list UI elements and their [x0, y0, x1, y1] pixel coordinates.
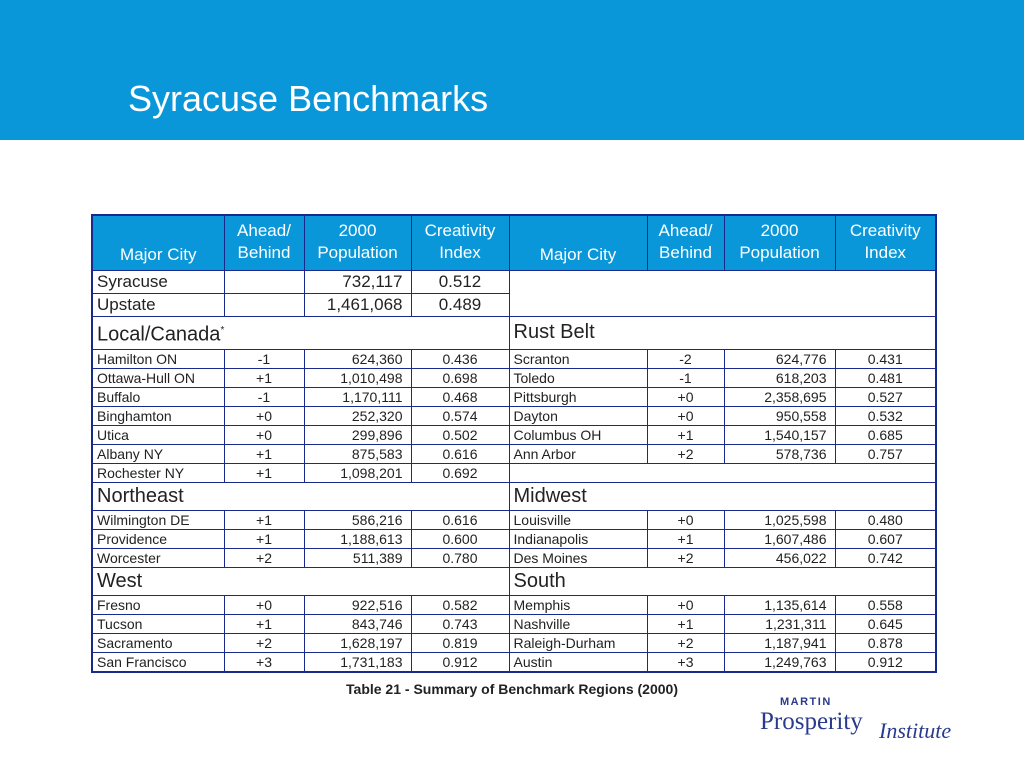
cell-ahead: +2: [647, 633, 724, 652]
cell-city: Nashville: [509, 614, 647, 633]
empty-cell: [509, 271, 936, 317]
block-northeast-midwest: [92, 510, 936, 567]
table-row: [92, 614, 936, 633]
footnote-marker: *: [220, 325, 225, 336]
cell-ahead: -1: [224, 387, 304, 406]
cell-population: 1,188,613: [304, 529, 411, 548]
cell-ahead: -2: [647, 349, 724, 368]
cell-ahead: +1: [647, 614, 724, 633]
section-label-west: West: [92, 567, 509, 595]
cell-city: Scranton: [509, 349, 647, 368]
cell-population: 252,320: [304, 406, 411, 425]
cell-creativity: 0.819: [411, 633, 509, 652]
cell-city: Memphis: [509, 595, 647, 614]
cell-creativity: 0.743: [411, 614, 509, 633]
cell-population: 1,628,197: [304, 633, 411, 652]
cell-city: Columbus OH: [509, 425, 647, 444]
cell-creativity: 0.574: [411, 406, 509, 425]
cell-creativity: 0.698: [411, 368, 509, 387]
col-header-ahead-behind: Ahead/ Behind: [224, 215, 304, 271]
cell-ahead: +2: [224, 633, 304, 652]
cell-ahead: [224, 271, 304, 294]
table-row: [92, 595, 936, 614]
cell-city: Pittsburgh: [509, 387, 647, 406]
section-row: [92, 567, 936, 595]
cell-creativity: 0.878: [835, 633, 936, 652]
cell-ahead: +0: [224, 425, 304, 444]
cell-city: Hamilton ON: [92, 349, 224, 368]
cell-population: 456,022: [724, 548, 835, 567]
cell-creativity: 0.512: [411, 271, 509, 294]
cell-city: Tucson: [92, 614, 224, 633]
cell-ahead: +1: [224, 368, 304, 387]
cell-creativity: 0.600: [411, 529, 509, 548]
cell-creativity: 0.480: [835, 510, 936, 529]
cell-city: Wilmington DE: [92, 510, 224, 529]
cell-population: 586,216: [304, 510, 411, 529]
cell-creativity: 0.742: [835, 548, 936, 567]
section-label-midwest: Midwest: [509, 482, 936, 510]
cell-ahead: +0: [647, 387, 724, 406]
cell-ahead: +0: [647, 510, 724, 529]
cell-ahead: -1: [224, 349, 304, 368]
cell-creativity: 0.616: [411, 510, 509, 529]
cell-city: Ann Arbor: [509, 444, 647, 463]
cell-ahead: +1: [647, 529, 724, 548]
cell-population: 950,558: [724, 406, 835, 425]
cell-population: 2,358,695: [724, 387, 835, 406]
cell-creativity: 0.489: [411, 294, 509, 317]
section-label-local-canada: Local/Canada*: [92, 317, 509, 350]
cell-creativity: 0.502: [411, 425, 509, 444]
block-local-rust: [92, 349, 936, 482]
cell-city: Binghamton: [92, 406, 224, 425]
cell-ahead: +3: [647, 652, 724, 672]
cell-creativity: 0.436: [411, 349, 509, 368]
cell-ahead: +1: [224, 444, 304, 463]
cell-city: Syracuse: [92, 271, 224, 294]
cell-city: Austin: [509, 652, 647, 672]
cell-city: Ottawa-Hull ON: [92, 368, 224, 387]
cell-city: Albany NY: [92, 444, 224, 463]
cell-population: 624,776: [724, 349, 835, 368]
cell-creativity: 0.582: [411, 595, 509, 614]
benchmark-table: [91, 214, 937, 673]
cell-creativity: 0.431: [835, 349, 936, 368]
table-caption: Table 21 - Summary of Benchmark Regions (2000): [346, 681, 678, 697]
table-row: [92, 510, 936, 529]
cell-city: Buffalo: [92, 387, 224, 406]
table-row: [92, 652, 936, 672]
col-header-creativity-index: Creativity Index: [411, 215, 509, 271]
cell-population: 1,098,201: [304, 463, 411, 482]
cell-city: Louisville: [509, 510, 647, 529]
col-header-ahead-behind: Ahead/ Behind: [647, 215, 724, 271]
col-header-population: 2000 Population: [724, 215, 835, 271]
cell-creativity: 0.757: [835, 444, 936, 463]
cell-city: Indianapolis: [509, 529, 647, 548]
cell-ahead: +2: [224, 548, 304, 567]
cell-creativity: 0.912: [835, 652, 936, 672]
cell-population: 1,135,614: [724, 595, 835, 614]
cell-creativity: 0.607: [835, 529, 936, 548]
cell-creativity: 0.780: [411, 548, 509, 567]
table-row-syracuse: [92, 271, 936, 294]
cell-city: San Francisco: [92, 652, 224, 672]
cell-ahead: +0: [647, 595, 724, 614]
cell-city: Upstate: [92, 294, 224, 317]
cell-population: 299,896: [304, 425, 411, 444]
col-header-major-city: Major City: [92, 215, 224, 271]
cell-population: 1,187,941: [724, 633, 835, 652]
cell-city: Rochester NY: [92, 463, 224, 482]
cell-city: Raleigh-Durham: [509, 633, 647, 652]
cell-population: 1,010,498: [304, 368, 411, 387]
cell-population: 511,389: [304, 548, 411, 567]
section-label-northeast: Northeast: [92, 482, 509, 510]
table-row: [92, 444, 936, 463]
cell-population: 618,203: [724, 368, 835, 387]
martin-prosperity-logo: [760, 696, 990, 746]
cell-population: 578,736: [724, 444, 835, 463]
logo-martin-text: MARTIN: [780, 696, 832, 708]
cell-ahead: [224, 294, 304, 317]
cell-population: 843,746: [304, 614, 411, 633]
cell-population: 1,540,157: [724, 425, 835, 444]
cell-ahead: +0: [647, 406, 724, 425]
table-row: [92, 368, 936, 387]
cell-ahead: +0: [224, 406, 304, 425]
table-row: [92, 548, 936, 567]
section-label-rust-belt: Rust Belt: [509, 317, 936, 350]
table-row: [92, 349, 936, 368]
cell-population: 1,731,183: [304, 652, 411, 672]
table-row: [92, 425, 936, 444]
cell-creativity: 0.532: [835, 406, 936, 425]
section-label-south: South: [509, 567, 936, 595]
cell-ahead: +1: [647, 425, 724, 444]
cell-population: 1,461,068: [304, 294, 411, 317]
table-row: [92, 529, 936, 548]
cell-city: Providence: [92, 529, 224, 548]
slide-title: Syracuse Benchmarks: [128, 78, 489, 119]
cell-population: 1,249,763: [724, 652, 835, 672]
table-row: [92, 406, 936, 425]
cell-population: 922,516: [304, 595, 411, 614]
cell-creativity: 0.468: [411, 387, 509, 406]
cell-creativity: 0.685: [835, 425, 936, 444]
cell-creativity: 0.481: [835, 368, 936, 387]
cell-ahead: +1: [224, 614, 304, 633]
cell-ahead: +1: [224, 510, 304, 529]
cell-creativity: 0.616: [411, 444, 509, 463]
cell-population: 1,025,598: [724, 510, 835, 529]
table-row: [92, 463, 936, 482]
empty-cell: [509, 463, 936, 482]
cell-creativity: 0.912: [411, 652, 509, 672]
cell-ahead: -1: [647, 368, 724, 387]
cell-creativity: 0.527: [835, 387, 936, 406]
cell-city: Sacramento: [92, 633, 224, 652]
header-row: [92, 215, 936, 271]
cell-population: 624,360: [304, 349, 411, 368]
cell-ahead: +1: [224, 463, 304, 482]
logo-institute-text: Institute: [879, 718, 952, 743]
col-header-major-city: Major City: [509, 215, 647, 271]
cell-ahead: +3: [224, 652, 304, 672]
cell-population: 1,607,486: [724, 529, 835, 548]
section-row: [92, 482, 936, 510]
cell-city: Worcester: [92, 548, 224, 567]
col-header-creativity-index: Creativity Index: [835, 215, 936, 271]
cell-city: Utica: [92, 425, 224, 444]
cell-city: Fresno: [92, 595, 224, 614]
cell-creativity: 0.558: [835, 595, 936, 614]
cell-population: 875,583: [304, 444, 411, 463]
cell-creativity: 0.645: [835, 614, 936, 633]
cell-population: 1,170,111: [304, 387, 411, 406]
logo-prosperity-text: Prosperity: [760, 708, 863, 735]
table-row: [92, 633, 936, 652]
cell-city: Des Moines: [509, 548, 647, 567]
cell-population: 732,117: [304, 271, 411, 294]
section-row: [92, 317, 936, 350]
cell-creativity: 0.692: [411, 463, 509, 482]
cell-city: Toledo: [509, 368, 647, 387]
cell-population: 1,231,311: [724, 614, 835, 633]
table-row: [92, 387, 936, 406]
cell-ahead: +2: [647, 548, 724, 567]
cell-ahead: +1: [224, 529, 304, 548]
cell-ahead: +0: [224, 595, 304, 614]
block-west-south: [92, 595, 936, 672]
cell-city: Dayton: [509, 406, 647, 425]
col-header-population: 2000 Population: [304, 215, 411, 271]
cell-ahead: +2: [647, 444, 724, 463]
